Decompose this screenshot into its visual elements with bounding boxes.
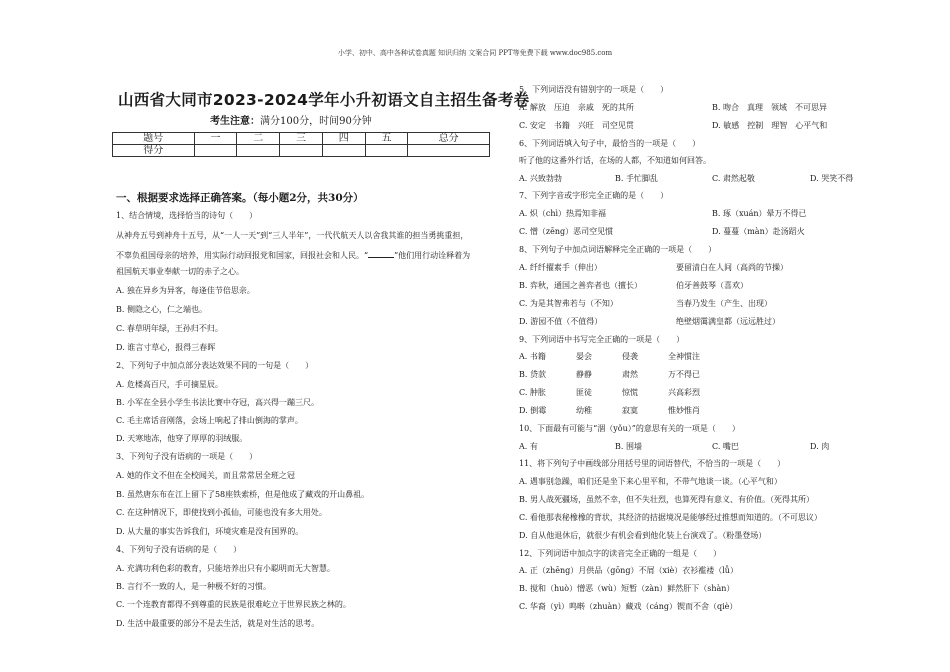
option-c[interactable]: C. 肿胀: [519, 388, 546, 397]
passage-line: 祖国航天事业奉献一切的赤子之心。: [116, 267, 244, 276]
option-d-second: 绝壁烟霭满皇都（远远胜过）: [676, 317, 780, 326]
page-title: 山西省大同市2023-2024学年小升初语文自主招生备考卷: [118, 91, 530, 109]
option-c[interactable]: C. 安定 书籍 兴旺 司空见贯: [519, 121, 634, 130]
score-cell: 一: [194, 133, 237, 145]
option-d[interactable]: D. 哭笑不得: [810, 174, 854, 183]
option-c[interactable]: C. 在这种情况下，即使找到小孤仙，可能也没有多大用处。: [116, 508, 327, 517]
score-blank[interactable]: [194, 145, 237, 157]
option-a[interactable]: A. 书籍: [519, 352, 546, 361]
score-cell: 总分: [408, 133, 490, 145]
score-table-header-row: [113, 133, 490, 145]
option-a[interactable]: A. 有: [519, 442, 538, 451]
option-a[interactable]: A. 独在异乡为异客，每逢佳节倍思亲。: [116, 286, 255, 295]
word-cell: 肃然: [622, 370, 638, 379]
word-cell: 惊慌: [622, 388, 638, 397]
option-a[interactable]: A. 解放 压迫 亲戚 死的其所: [519, 103, 634, 112]
score-cell: 四: [322, 133, 365, 145]
question-stem: 5、下列词语没有错别字的一项是（ ）: [519, 85, 669, 94]
score-table: [112, 132, 490, 157]
option-a[interactable]: A. 纤纤擢素手（伸出）: [519, 263, 602, 272]
option-d[interactable]: D. 倒霉: [519, 406, 547, 415]
word-cell: 幼稚: [576, 406, 592, 415]
question-stem: 11、将下列句子中画线部分用括号里的词语替代，不恰当的一项是（ ）: [519, 459, 786, 468]
notice-label: 考生注意：: [210, 116, 260, 127]
question-stem: 3、下列句子没有语病的一项是（ ）: [116, 452, 258, 461]
word-cell: 侵袭: [622, 352, 638, 361]
header-note: 小学、初中、高中各种试卷真题 知识归纳 文案合同 PPT等免费下载 www.doc985.com: [337, 49, 613, 57]
option-d[interactable]: D. 游园不值（不值得）: [519, 317, 603, 326]
option-a[interactable]: A. 危楼高百尺，手可摘星辰。: [116, 380, 223, 389]
option-d[interactable]: D. 自从他退休后，就很少有机会看到他化装上台演戏了。（粉墨登场）: [519, 531, 767, 540]
option-a[interactable]: A. 充满功利色彩的教育，只能培养出只有小聪明而无大智慧。: [116, 564, 335, 573]
score-cell: 得分: [113, 145, 195, 157]
word-cell: 全神惯注: [668, 352, 700, 361]
option-c[interactable]: C. 看他那表秘橡橡的背状，其经济的拮据境况是能够经过推想而知道的。（不可思议）: [519, 513, 822, 522]
option-b[interactable]: B. 搅和（huò）憎恶（wù）短暂（zàn）鲜然肝下（shàn）: [519, 584, 735, 593]
option-c[interactable]: C. 春草明年绿，王孙归不归。: [116, 324, 223, 333]
option-c[interactable]: C. 憎（zēng）恶司空见惯: [519, 227, 614, 236]
score-blank[interactable]: [237, 145, 280, 157]
option-b[interactable]: B. 手忙脚乱: [615, 174, 658, 183]
score-cell: 题号: [113, 133, 195, 145]
option-b[interactable]: B. 小军在全县小学生书法比赛中夺冠，高兴得一蹦三尺。: [116, 398, 319, 407]
option-d[interactable]: D. 蔓蔓（màn）赴汤蹈火: [712, 227, 805, 236]
score-cell: 三: [280, 133, 323, 145]
score-blank[interactable]: [408, 145, 490, 157]
option-b[interactable]: B. 弈秋，通国之善弈者也（擅长）: [519, 281, 642, 290]
question-stem: 2、下列句子中加点部分表达效果不同的一句是（ ）: [116, 361, 314, 370]
option-b[interactable]: B. 男人战死疆场，虽然不幸，但不失壮烈，也算死得有意义、有价值。（死得其所）: [519, 495, 814, 504]
section-heading: 一、根据要求选择正确答案。（每小题2分，共30分）: [116, 192, 364, 204]
option-c[interactable]: C. 毛主席话音刚落，会场上响起了排山倒海的掌声。: [116, 416, 303, 425]
question-stem: 10、下面最有可能与“涸（yǒu）”的意思有关的一项是（ ）: [519, 424, 740, 433]
word-cell: 寂寞: [622, 406, 638, 415]
passage-text: 不辜负祖国母亲的培养，用实际行动回报党和国家，回报社会和人民。“: [116, 251, 369, 260]
option-a-second: 要留清白在人间（高尚的节操）: [676, 263, 788, 272]
passage-line: [116, 249, 470, 261]
option-d[interactable]: D. 生活中最重要的部分不是去生活，就是对生活的思考。: [116, 619, 320, 628]
score-table-score-row: [113, 145, 490, 157]
option-b-second: 伯牙善鼓琴（喜欢）: [676, 281, 748, 290]
passage-line: 从神舟五号到神舟十五号，从“一人一天”到“三人半年”，一代代航天人以舍我其谁的担当勇挑重担，: [116, 231, 469, 240]
option-b[interactable]: B. 贷款: [519, 370, 546, 379]
question-stem: 1、结合情境，选择恰当的诗句（ ）: [116, 211, 258, 220]
option-b[interactable]: B. 侧隐之心，仁之端也。: [116, 305, 207, 314]
option-a[interactable]: A. 她的作文不但在全校闻关，而且常常居全班之冠: [116, 471, 295, 480]
option-c[interactable]: C. 肃然起敬: [712, 174, 755, 183]
score-blank[interactable]: [322, 145, 365, 157]
question-stem: 12、下列词语中加点字的读音完全正确的一组是（ ）: [519, 549, 722, 558]
question-stem: 6、下列词语填入句子中，最恰当的一项是（ ）: [519, 139, 701, 148]
option-b[interactable]: B. 琢（xuán）晕万不得已: [712, 209, 807, 218]
score-cell: 五: [365, 133, 408, 145]
word-cell: 万不得已: [668, 370, 700, 379]
option-c[interactable]: C. 嘴巴: [712, 442, 739, 451]
option-c[interactable]: C. 为是其智弗若与（不知）: [519, 299, 618, 308]
word-cell: 匪徒: [576, 388, 592, 397]
option-d[interactable]: D. 天寒地冻，他穿了厚厚的羽绒服。: [116, 434, 248, 443]
question-stem: 9、下列词语中书写完全正确的一项是（ ）: [519, 335, 685, 344]
answer-blank[interactable]: [368, 249, 394, 258]
word-cell: 惟妙惟肖: [668, 406, 700, 415]
word-cell: 静静: [576, 370, 592, 379]
option-d[interactable]: D. 从大量的事实告诉我们，环境灾难是没有国界的。: [116, 527, 304, 536]
option-d[interactable]: D. 敏感 控制 理智 心平气和: [712, 121, 828, 130]
option-a[interactable]: A. 炽（chì）热焉知非福: [519, 209, 607, 218]
passage-text: ”他们用行动诠释着为: [394, 251, 471, 260]
option-a[interactable]: A. 正（zhēng）月供品（gōng）不屑（xiè）衣衫褴褛（lǚ）: [519, 566, 738, 575]
option-b[interactable]: B. 虽然唐东布在江上留下了58座铁索桥，但是他成了藏戏的开山鼻祖。: [116, 490, 370, 499]
score-blank[interactable]: [280, 145, 323, 157]
option-b[interactable]: B. 围墙: [615, 442, 642, 451]
question-stem: 7、下列字音或字形完全正确的是（ ）: [519, 191, 669, 200]
exam-notice: [210, 112, 372, 127]
option-b[interactable]: B. 言行不一致的人，是一种极不好的习惯。: [116, 582, 271, 591]
word-cell: 晏会: [576, 352, 592, 361]
option-d[interactable]: D. 谁言寸草心，报得三春晖: [116, 343, 216, 352]
score-blank[interactable]: [365, 145, 408, 157]
question-stem: 8、下列句子中加点词语解释完全正确的一项是（ ）: [519, 245, 717, 254]
option-a[interactable]: A. 遇事别急躁，咱们还是坐下来心里平和，不带气地谈一谈。（心平气和）: [519, 477, 782, 486]
option-b[interactable]: B. 吻合 真理 领域 不可思异: [712, 103, 827, 112]
question-stem: 4、下列句子没有语病的是（ ）: [116, 545, 242, 554]
word-cell: 兴高彩烈: [668, 388, 700, 397]
option-c[interactable]: C. 华裔（yì）鸣啭（zhuàn）藏戏（cáng）锲而不舍（qiè）: [519, 602, 738, 611]
option-c-second: 当春乃发生（产生、出现）: [676, 299, 772, 308]
option-a[interactable]: A. 兴致勃勃: [519, 174, 562, 183]
notice-text: 满分100分，时间90分钟: [260, 116, 372, 127]
question-line: 听了他的这番外行话，在场的人都，不知道如何回答。: [519, 156, 711, 165]
score-cell: 二: [237, 133, 280, 145]
option-c[interactable]: C. 一个连教育都得不到尊重的民族是很难屹立于世界民族之林的。: [116, 600, 351, 609]
option-d[interactable]: D. 肉: [810, 442, 830, 451]
